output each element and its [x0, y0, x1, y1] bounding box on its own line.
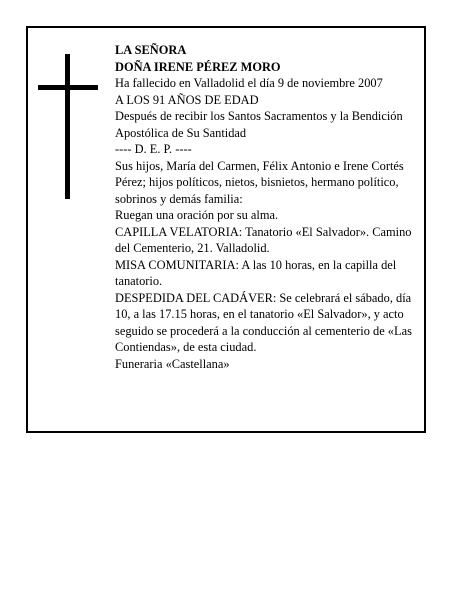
death-statement: Ha fallecido en Valladolid el día 9 de noviembre 2007	[115, 76, 383, 90]
notice-title: LA SEÑORA	[115, 43, 187, 57]
family-paragraph: Sus hijos, María del Carmen, Félix Antonio e Irene Cortés Pérez; hijos políticos, nietos, bisnietos, hermano político, sobrinos y demás familia:	[115, 158, 404, 206]
mass-details: MISA COMUNITARIA: A las 10 horas, en la capilla del tanatorio.	[115, 257, 397, 288]
obituary-notice	[26, 26, 426, 433]
sacraments-statement: Después de recibir los Santos Sacramentos y la Bendición Apostólica de Su Santidad	[115, 109, 403, 140]
age-statement: A LOS 91 AÑOS DE EDAD	[115, 92, 259, 107]
prayer-request: Ruegan una oración por su alma.	[115, 208, 279, 222]
wake-details: CAPILLA VELATORIA: Tanatorio «El Salvador». Camino del Cementerio, 21. Valladolid.	[115, 224, 412, 255]
cross-horizontal-bar	[38, 85, 98, 90]
notice-body	[115, 42, 421, 372]
rip-line: ---- D. E. P. ----	[115, 142, 192, 156]
deceased-name: DOÑA IRENE PÉREZ MORO	[115, 59, 281, 74]
latin-cross-icon	[38, 54, 98, 199]
funeral-home: Funeraria «Castellana»	[115, 356, 230, 371]
farewell-details: DESPEDIDA DEL CADÁVER: Se celebrará el sábado, día 10, a las 17.15 horas, en el tanatorio «El Salvador», y acto seguido se procederá a la conducción al cementerio de «Las Contiendas», de esta ciudad.	[115, 290, 412, 354]
cross-vertical-bar	[65, 54, 70, 199]
